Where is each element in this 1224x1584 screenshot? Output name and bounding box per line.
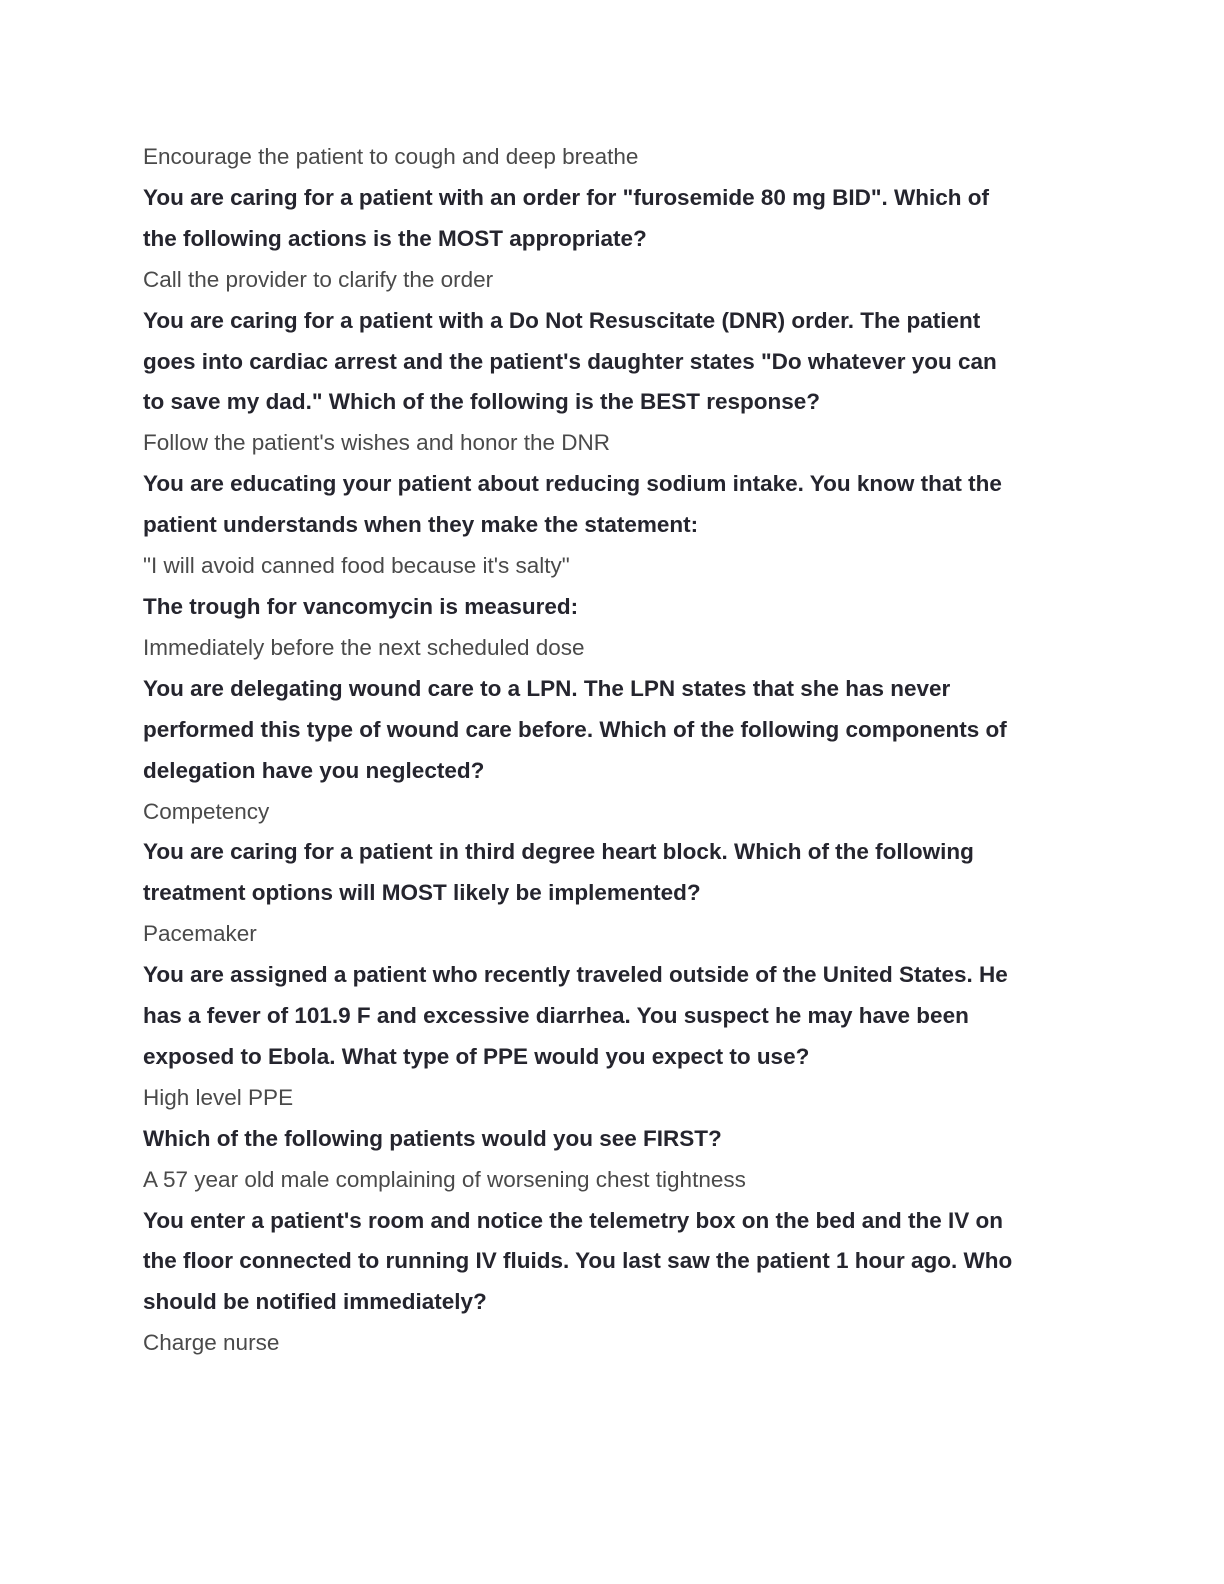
answer-line: Charge nurse (143, 1330, 280, 1356)
question-line: has a fever of 101.9 F and excessive diarrhea. You suspect he may have been (143, 1003, 969, 1029)
question-line: You are delegating wound care to a LPN. The LPN states that she has never (143, 675, 951, 701)
answer-line: Pacemaker (143, 921, 257, 947)
question-text (143, 587, 1083, 628)
answer-text (143, 423, 1083, 464)
question-line: You are educating your patient about reducing sodium intake. You know that the (143, 471, 1002, 497)
question-text (143, 464, 1083, 546)
answer-text (143, 260, 1083, 301)
answer-text (143, 546, 1083, 587)
answer-line: "I will avoid canned food because it's salty" (143, 553, 570, 579)
answer-line: Follow the patient's wishes and honor the DNR (143, 430, 611, 456)
question-line: performed this type of wound care before. Which of the following components of (143, 716, 1007, 742)
answer-line: Encourage the patient to cough and deep breathe (143, 144, 639, 169)
answer-line: Competency (143, 798, 270, 824)
question-line: the following actions is the MOST appropriate? (143, 225, 647, 251)
question-line: should be notified immediately? (143, 1289, 487, 1315)
answer-text (143, 792, 1083, 833)
answer-text (143, 1323, 1083, 1364)
question-line: The trough for vancomycin is measured: (143, 593, 579, 619)
question-line: You are caring for a patient with a Do Not Resuscitate (DNR) order. The patient (143, 307, 981, 333)
question-line: patient understands when they make the statement: (143, 512, 699, 538)
question-line: to save my dad." Which of the following is the BEST response? (143, 389, 820, 415)
question-line: exposed to Ebola. What type of PPE would you expect to use? (143, 1043, 810, 1069)
question-text (143, 832, 1083, 914)
question-line: goes into cardiac arrest and the patient's daughter states "Do whatever you can (143, 348, 997, 374)
answer-text (143, 628, 1083, 669)
answer-text (143, 1160, 1083, 1201)
question-text (143, 1119, 1083, 1160)
question-text (143, 178, 1083, 260)
answer-text (143, 914, 1083, 955)
question-text (143, 669, 1083, 792)
question-text (143, 301, 1083, 424)
question-line: the floor connected to running IV fluids. You last saw the patient 1 hour ago. Who (143, 1248, 1013, 1274)
answer-line: Immediately before the next scheduled dose (143, 634, 585, 660)
question-line: You are assigned a patient who recently traveled outside of the United States. He (143, 962, 1008, 988)
answer-text (143, 1078, 1083, 1119)
answer-line: A 57 year old male complaining of worsening chest tightness (143, 1166, 746, 1192)
answer-text (143, 137, 1083, 178)
question-line: You are caring for a patient with an order for "furosemide 80 mg BID". Which of (143, 184, 990, 210)
answer-line: Call the provider to clarify the order (143, 266, 494, 292)
question-line: treatment options will MOST likely be implemented? (143, 880, 701, 906)
question-line: Which of the following patients would you see FIRST? (143, 1125, 722, 1151)
answer-line: High level PPE (143, 1084, 294, 1110)
question-text (143, 955, 1083, 1078)
question-line: You are caring for a patient in third degree heart block. Which of the following (143, 839, 974, 865)
document-body (143, 137, 1083, 1364)
question-line: delegation have you neglected? (143, 757, 485, 783)
question-line: You enter a patient's room and notice the telemetry box on the bed and the IV on (143, 1207, 1004, 1233)
question-text (143, 1201, 1083, 1324)
